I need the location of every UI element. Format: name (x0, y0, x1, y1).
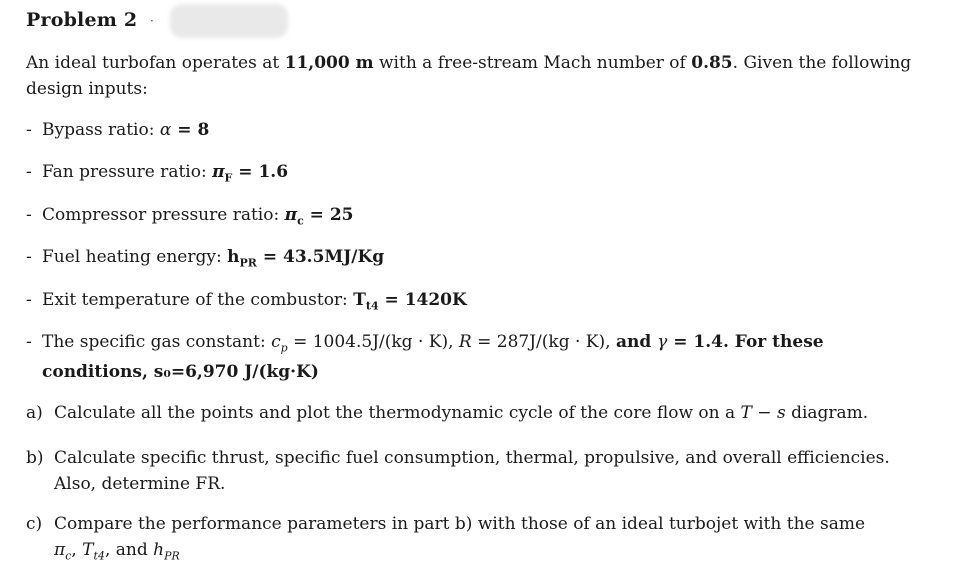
fan-value: = 1.6 (232, 162, 289, 182)
list-item-fan (26, 160, 288, 190)
list-item-gas-constant (26, 330, 922, 384)
list-dash: - (26, 332, 32, 352)
fan-label: Fan pressure ratio: (42, 162, 213, 182)
part-b-label: b) (26, 448, 44, 468)
altitude-value: 11,000 m (284, 53, 374, 73)
part-c-t-sub: t4 (93, 549, 105, 563)
part-c-h: h (153, 540, 165, 560)
list-item-fuel (26, 245, 384, 275)
part-a-label: a) (26, 403, 43, 423)
exit-label: Exit temperature of the combustor: (42, 290, 354, 310)
part-b (26, 445, 926, 497)
list-dash: - (26, 290, 32, 310)
part-b-text: Calculate specific thrust, specific fuel consumption, thermal, propulsive, and overall efficiencies. (54, 448, 890, 468)
list-item-exit-temp (26, 288, 467, 318)
fan-symbol: π (212, 162, 225, 182)
part-c-pi: π (54, 540, 66, 560)
part-b-text2: Also, determine FR. (54, 474, 226, 494)
gas-cp-sub: p (280, 341, 288, 355)
fuel-symbol: h (227, 247, 240, 267)
part-a-text-pre: Calculate all the points and plot the thermodynamic cycle of the core flow on a (54, 403, 741, 423)
gas-label: The specific gas constant: (42, 332, 272, 352)
comp-sub: c (297, 214, 304, 228)
part-c-pi-sub: c (65, 549, 72, 563)
list-dash: - (26, 120, 32, 140)
redacted-area (170, 4, 288, 38)
part-c-sep1: , (71, 540, 83, 560)
problem-title: Problem 2 (26, 9, 138, 31)
fuel-sub: PR (239, 256, 257, 270)
comp-symbol: π (284, 205, 298, 225)
list-item-bypass (26, 118, 209, 142)
fuel-value: = 43.5MJ/Kg (256, 247, 385, 267)
bypass-value: = 8 (171, 120, 210, 140)
gas-gamma-value: = 1.4. For these (667, 332, 824, 352)
bypass-symbol: α (159, 120, 172, 140)
part-c (26, 511, 926, 569)
part-c-params (26, 537, 926, 569)
intro-text-post: . Given the following design inputs: (26, 53, 912, 99)
gas-r-symbol: R (458, 332, 472, 352)
exit-symbol: T (353, 290, 366, 310)
part-c-t: T (82, 540, 94, 560)
part-c-sep2: , and (104, 540, 154, 560)
part-c-label: c) (26, 514, 43, 534)
intro-text-pre: An ideal turbofan operates at (26, 53, 285, 73)
intro-text-mid: with a free-stream Mach number of (373, 53, 692, 73)
exit-value: = 1420K (378, 290, 467, 310)
mach-value: 0.85 (691, 53, 733, 73)
part-c-h-sub: PR (164, 549, 180, 563)
exit-sub: t4 (365, 299, 379, 313)
gas-cp-symbol: c (271, 332, 281, 352)
part-a (26, 400, 926, 426)
part-a-math: T − s (740, 403, 786, 423)
part-c-text: Compare the performance parameters in part b) with those of an ideal turbojet with the same (54, 514, 866, 534)
gas-and: and (615, 332, 658, 352)
bypass-label: Bypass ratio: (42, 120, 160, 140)
problem-intro (26, 50, 926, 102)
part-a-text-post: diagram. (785, 403, 869, 423)
comp-label: Compressor pressure ratio: (42, 205, 285, 225)
gas-cp-value: = 1004.5J/(kg · K), (287, 332, 459, 352)
fuel-label: Fuel heating energy: (42, 247, 228, 267)
gas-conditions: conditions, s₀=6,970 J/(kg·K) (42, 362, 319, 383)
list-item-compressor (26, 203, 354, 233)
gas-gamma-symbol: γ (657, 332, 668, 352)
list-dash: - (26, 247, 32, 267)
list-dash: - (26, 205, 32, 225)
title-mark: · (150, 14, 154, 28)
list-dash: - (26, 162, 32, 182)
fan-sub: F (224, 171, 233, 185)
comp-value: = 25 (303, 205, 354, 225)
gas-r-value: = 287J/(kg · K), (471, 332, 616, 352)
